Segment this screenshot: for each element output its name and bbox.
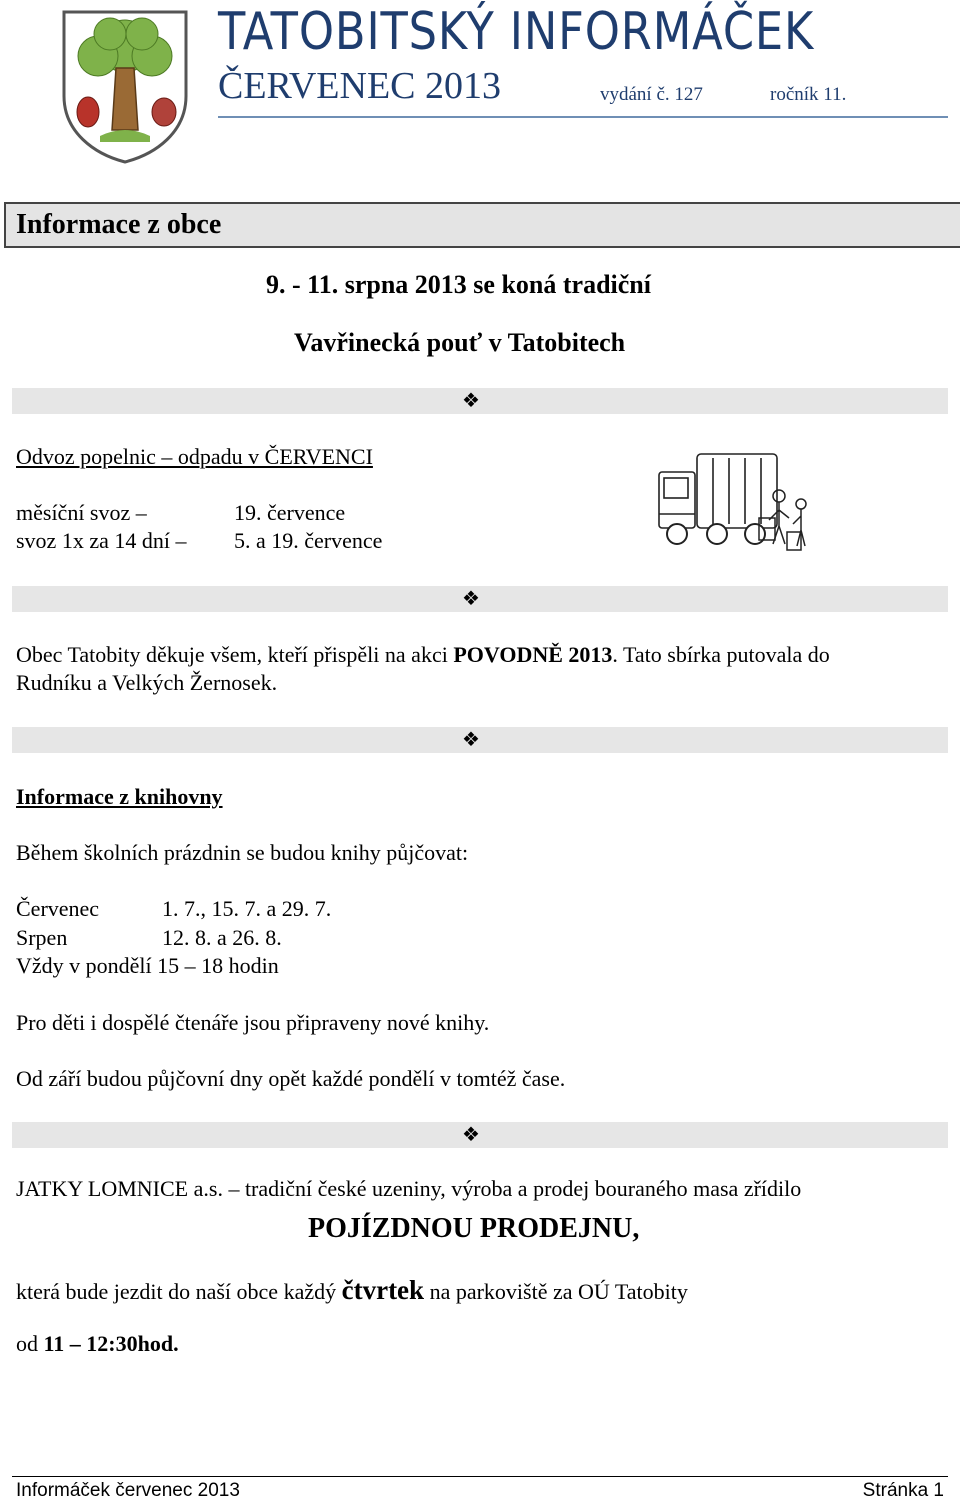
butcher-schedule-part: která bude jezdit do naší obce každý: [16, 1279, 342, 1304]
garbage-truck-illustration: [655, 444, 815, 559]
page-number: Stránka 1: [862, 1480, 944, 1501]
divider-ornament-icon: ❖: [462, 729, 480, 751]
library-dates: 12. 8. a 26. 8.: [162, 925, 282, 950]
flood-text-part: Obec Tatobity děkuje všem, kteří přispěli na akci: [16, 642, 454, 667]
divider: [12, 1122, 948, 1148]
library-dates: 1. 7., 15. 7. a 29. 7.: [162, 896, 332, 921]
library-note: Od září budou půjčovní dny opět každé pondělí v tomtéž čase.: [16, 1066, 566, 1091]
waste-heading: Odvoz popelnic – odpadu v ČERVENCI: [16, 444, 373, 469]
divider-ornament-icon: ❖: [462, 390, 480, 412]
festival-line-1: 9. - 11. srpna 2013 se koná tradiční: [266, 270, 651, 299]
butcher-schedule: [16, 1275, 688, 1306]
butcher-schedule-part: na parkoviště za OÚ Tatobity: [424, 1279, 688, 1304]
divider-ornament-icon: ❖: [462, 1124, 480, 1146]
volume-year: ročník 11.: [770, 84, 847, 105]
divider: [12, 586, 948, 612]
mobile-shop-headline: POJÍZDNOU PRODEJNU,: [308, 1213, 640, 1244]
divider: [12, 388, 948, 414]
waste-row-value: 19. července: [234, 500, 346, 525]
butcher-day: čtvrtek: [341, 1275, 425, 1305]
butcher-time: [16, 1331, 179, 1357]
flood-thanks-line-2: Rudníku a Velkých Žernosek.: [16, 670, 278, 695]
library-month: Srpen: [16, 925, 68, 950]
footer-rule: [12, 1476, 948, 1477]
library-hours: Vždy v pondělí 15 – 18 hodin: [16, 953, 279, 978]
coat-of-arms-logo: [60, 8, 190, 166]
divider-ornament-icon: ❖: [462, 588, 480, 610]
festival-line-2: Vavřinecká pouť v Tatobitech: [294, 328, 626, 357]
divider: [12, 727, 948, 753]
butcher-time-value: 11 – 12:30hod.: [43, 1331, 179, 1356]
butcher-intro: JATKY LOMNICE a.s. – tradiční české uzeniny, výroba a prodej bouraného masa zřídilo: [16, 1176, 802, 1201]
library-note: Pro děti i dospělé čtenáře jsou připraveny nové knihy.: [16, 1010, 490, 1035]
section-heading: [4, 202, 960, 248]
header-rule: [218, 116, 948, 118]
flood-text-part: . Tato sbírka putovala do: [612, 642, 830, 667]
library-month: Červenec: [16, 896, 100, 921]
issue-month: ČERVENEC 2013: [218, 65, 502, 107]
waste-row-value: 5. a 19. července: [234, 528, 383, 553]
waste-row-label: svoz 1x za 14 dní –: [16, 528, 187, 553]
flood-thanks-text: [16, 642, 830, 668]
issue-number: vydání č. 127: [600, 84, 703, 105]
section-heading-text: Informace z obce: [16, 209, 222, 240]
footer-title: Informáček červenec 2013: [16, 1480, 240, 1501]
flood-campaign-name: POVODNĚ 2013: [453, 642, 613, 667]
library-intro: Během školních prázdnin se budou knihy půjčovat:: [16, 840, 469, 865]
waste-row-label: měsíční svoz –: [16, 500, 147, 525]
butcher-time-prefix: od: [16, 1331, 44, 1356]
newsletter-title: TATOBITSKÝ INFORMÁČEK: [218, 2, 815, 62]
library-heading: Informace z knihovny: [16, 784, 223, 809]
